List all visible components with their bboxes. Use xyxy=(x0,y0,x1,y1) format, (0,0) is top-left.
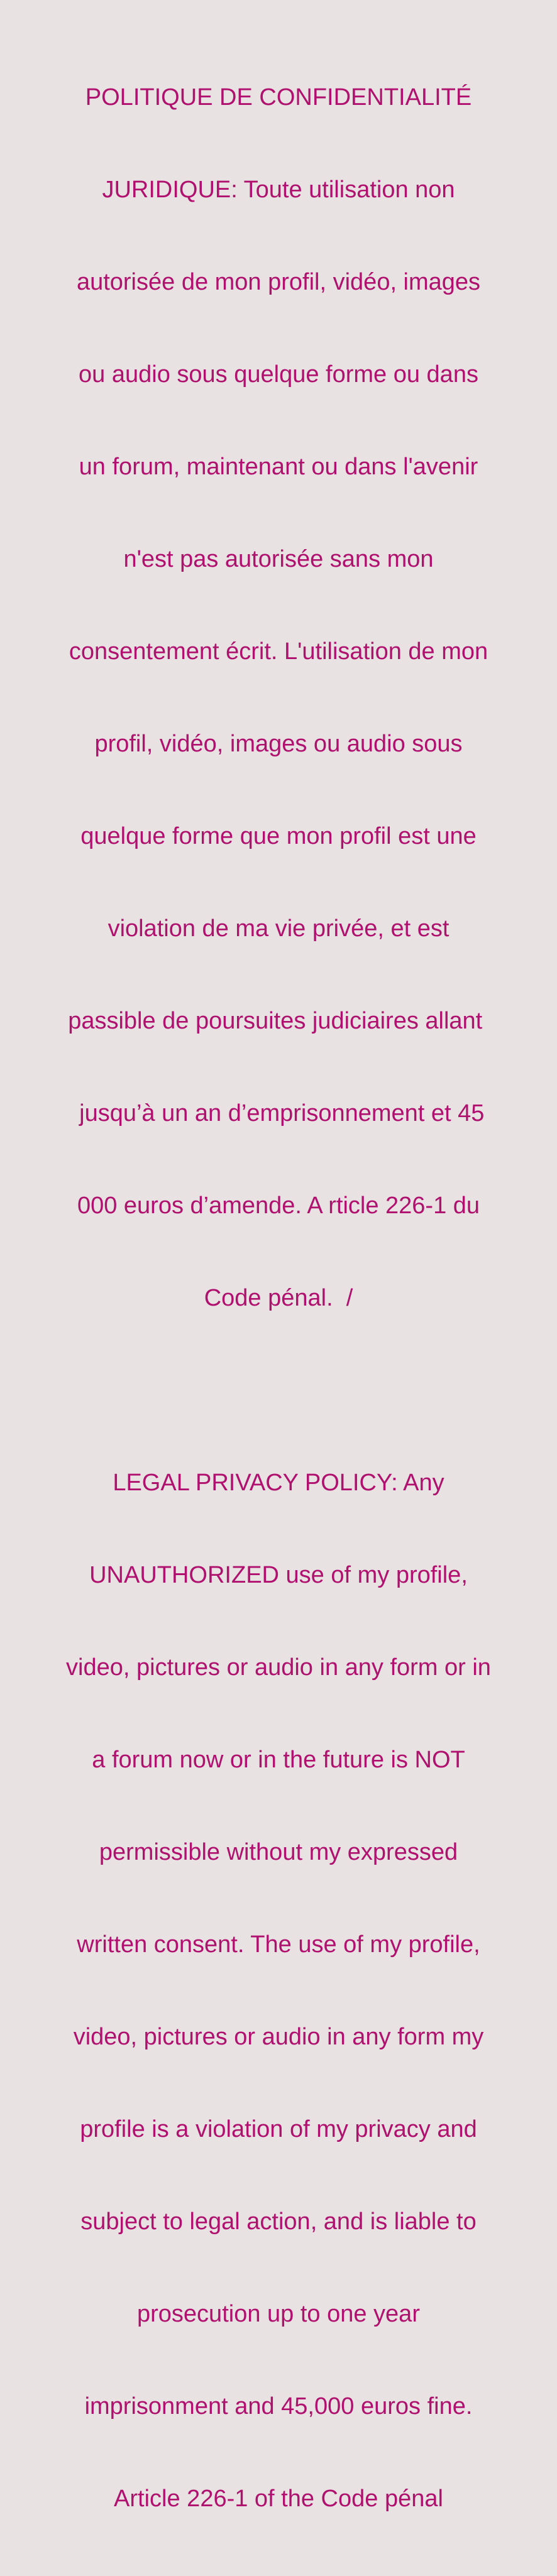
french-line: consentement écrit. L'utilisation de mon xyxy=(69,638,488,665)
english-line: permissible without my expressed xyxy=(99,1839,458,1865)
english-line: Article 226-1 of the Code pénal xyxy=(114,2486,443,2512)
french-line: un forum, maintenant ou dans l'avenir xyxy=(79,454,478,480)
french-line: profil, vidéo, images ou audio sous xyxy=(94,731,463,757)
english-line: profile is a violation of my privacy and xyxy=(80,2116,477,2142)
english-line: video, pictures or audio in any form my xyxy=(73,2024,484,2050)
english-line: prosecution up to one year xyxy=(137,2301,420,2327)
french-line: quelque forme que mon profil est une xyxy=(80,823,477,849)
english-line: LEGAL PRIVACY POLICY: Any xyxy=(113,1470,444,1496)
english-line: video, pictures or audio in any form or in xyxy=(66,1654,491,1681)
french-line: Code pénal. / xyxy=(204,1285,353,1311)
english-line: a forum now or in the future is NOT xyxy=(92,1747,465,1773)
french-line: jusqu’à un an d’emprisonnement et 45 xyxy=(72,1100,485,1127)
english-line: UNAUTHORIZED use of my profile, xyxy=(89,1562,468,1588)
french-line: JURIDIQUE: Toute utilisation non xyxy=(102,177,455,203)
french-line: POLITIQUE DE CONFIDENTIALITÉ xyxy=(85,84,472,111)
french-privacy-policy xyxy=(0,21,557,1375)
french-line: violation de ma vie privée, et est xyxy=(108,915,449,942)
french-line: n'est pas autorisée sans mon xyxy=(123,546,434,572)
section-spacer xyxy=(0,1375,557,1406)
english-privacy-policy xyxy=(0,1406,557,2576)
english-line: written consent. The use of my profile, xyxy=(77,1931,480,1958)
french-line: passible de poursuites judiciaires allant xyxy=(68,1008,489,1034)
french-line: ou audio sous quelque forme ou dans xyxy=(79,361,478,388)
english-line: imprisonment and 45,000 euros fine. xyxy=(84,2393,473,2420)
french-line: autorisée de mon profil, vidéo, images xyxy=(76,269,481,295)
english-line: subject to legal action, and is liable to xyxy=(80,2208,477,2235)
french-line: 000 euros d’amende. A rticle 226-1 du xyxy=(77,1192,480,1219)
